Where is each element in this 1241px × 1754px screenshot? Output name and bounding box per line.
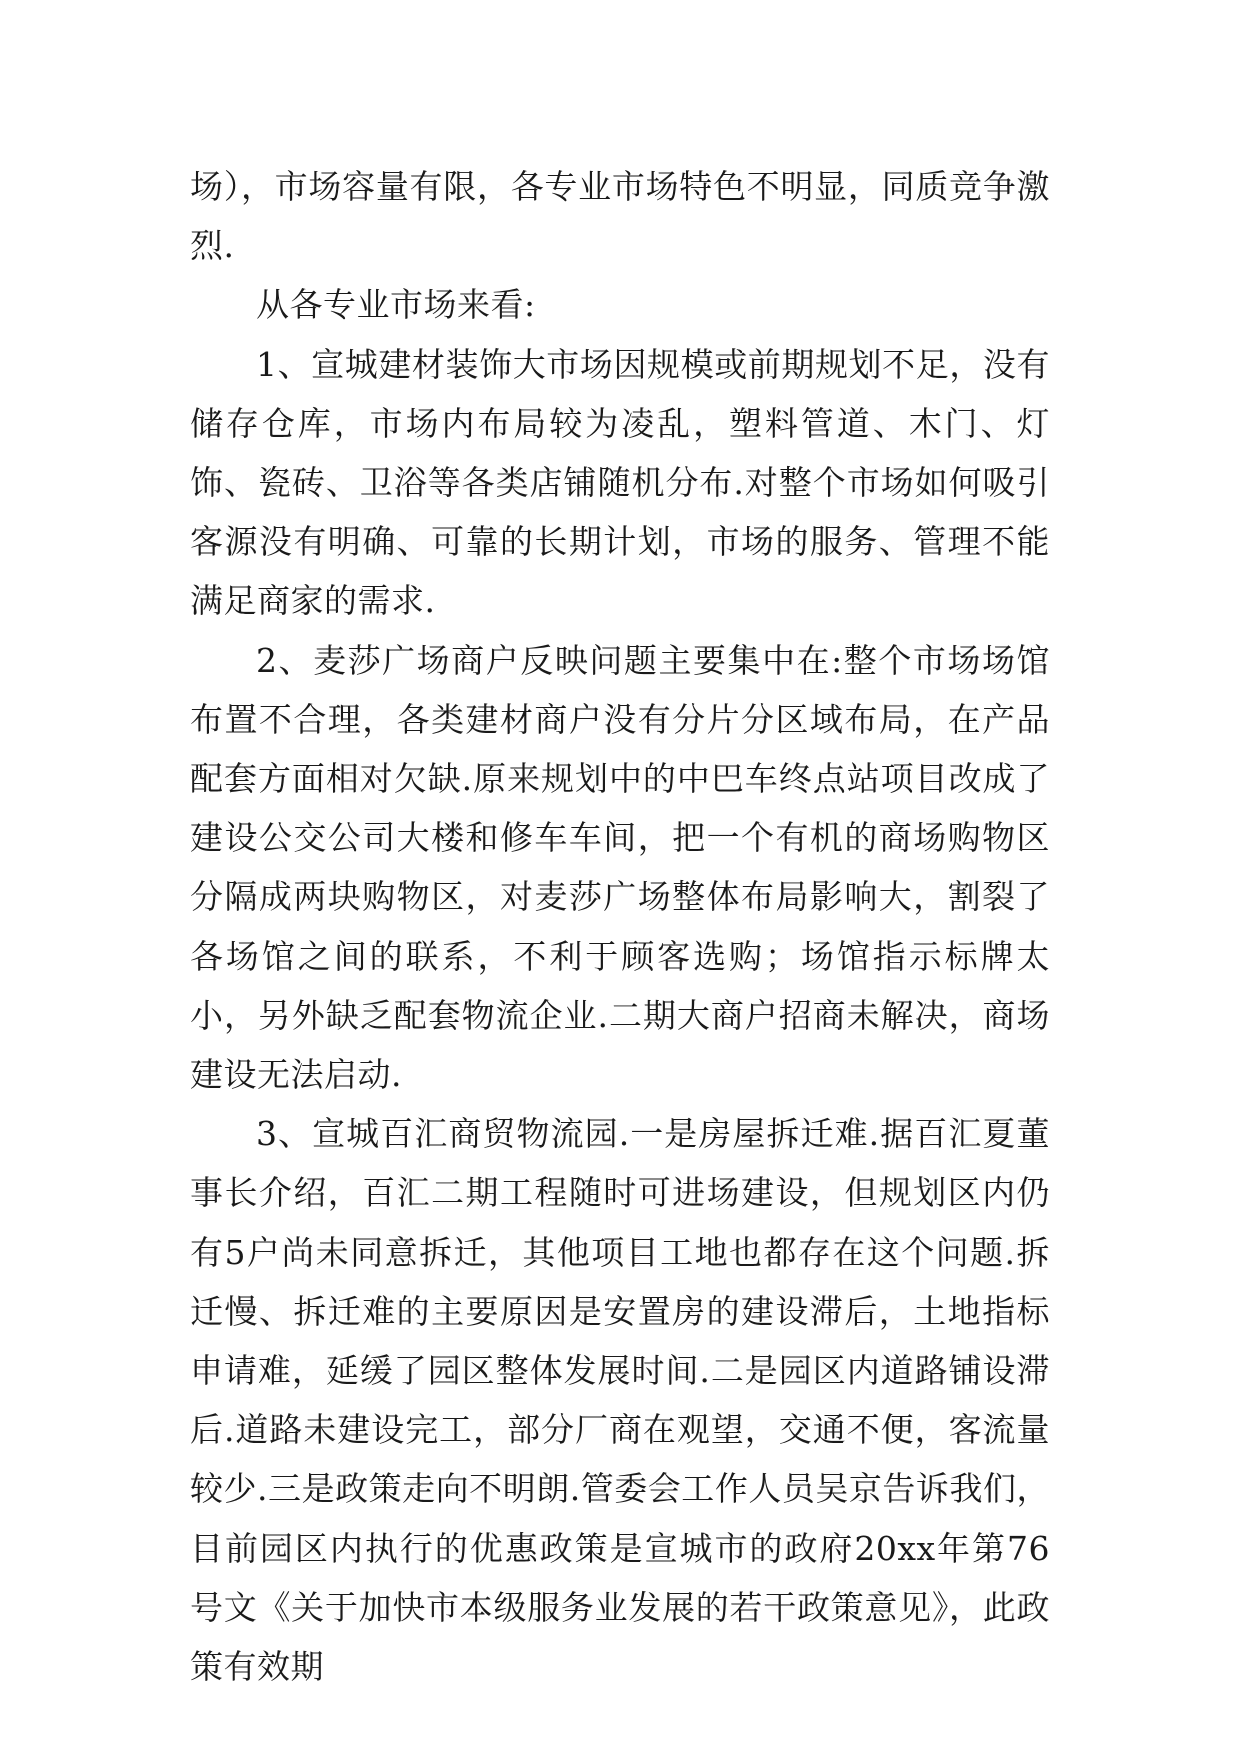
body-text xyxy=(190,157,1050,1696)
paragraph-item-3: 3、宣城百汇商贸物流园.一是房屋拆迁难.据百汇夏董事长介绍，百汇二期工程随时可进场建设，但规划区内仍有5户尚未同意拆迁，其他项目工地也都存在这个问题.拆迁慢、拆迁难的主要原因是安置房的建设滞后，土地指标申请难，延缓了园区整体发展时间.二是园区内道路铺设滞后.道路未建设完工，部分厂商在观望，交通不便，客流量较少.三是政策走向不明朗.管委会工作人员吴京告诉我们，目前园区内执行的优惠政策是宣城市的政府20xx年第76号文《关于加快市本级服务业发展的若干政策意见》，此政策有效期 xyxy=(190,1114,1050,1687)
paragraph-continuation: 场），市场容量有限，各专业市场特色不明显，同质竞争激烈. xyxy=(190,167,1050,266)
paragraph-intro: 从各专业市场来看: xyxy=(256,285,536,325)
paragraph-item-1: 1、宣城建材装饰大市场因规模或前期规划不足，没有储存仓库，市场内布局较为凌乱，塑料管道、木门、灯饰、瓷砖、卫浴等各类店铺随机分布.对整个市场如何吸引客源没有明确、可靠的长期计划，市场的服务、管理不能满足商家的需求. xyxy=(190,344,1050,621)
paragraph-item-2: 2、麦莎广场商户反映问题主要集中在:整个市场场馆布置不合理，各类建材商户没有分片分区域布局，在产品配套方面相对欠缺.原来规划中的中巴车终点站项目改成了建设公交公司大楼和修车车间，把一个有机的商场购物区分隔成两块购物区，对麦莎广场整体布局影响大，割裂了各场馆之间的联系，不利于顾客选购；场馆指示标牌太小，另外缺乏配套物流企业.二期大商户招商未解决，商场建设无法启动. xyxy=(190,640,1050,1095)
